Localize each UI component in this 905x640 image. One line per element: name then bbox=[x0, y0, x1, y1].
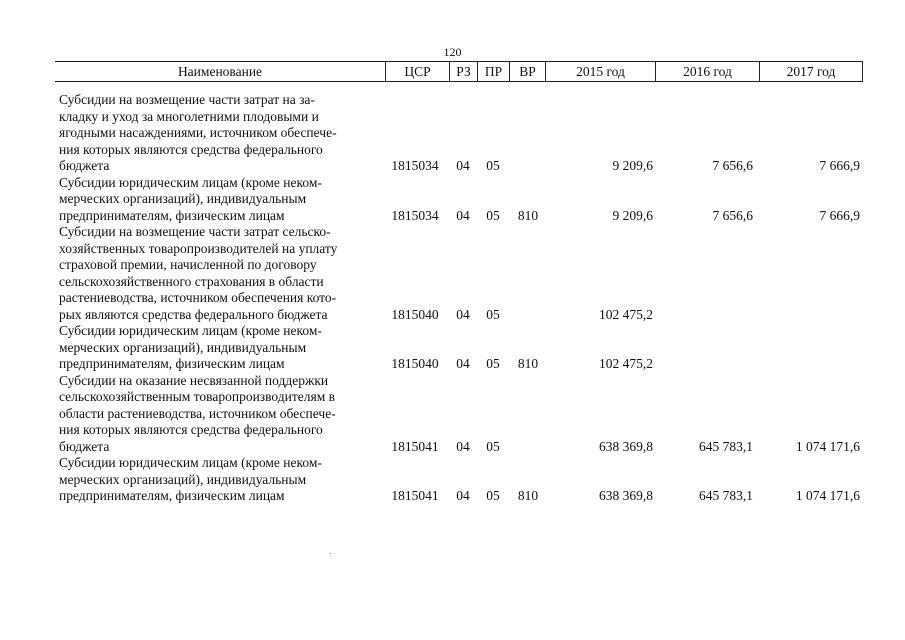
row-2016: 7 656,6 bbox=[712, 207, 753, 223]
row-name bbox=[55, 224, 364, 323]
row-pr: 05 bbox=[486, 306, 500, 322]
row-name-line: бюджета bbox=[59, 158, 110, 173]
table-row bbox=[55, 455, 863, 505]
row-name bbox=[55, 175, 364, 225]
row-2017: 1 074 171,6 bbox=[795, 488, 860, 503]
row-name-line: Субсидии на возмещение части затрат сельско- bbox=[59, 224, 331, 239]
row-2017: 7 666,9 bbox=[819, 158, 860, 173]
row-name-line: мерческих организаций), индивидуальным bbox=[59, 339, 307, 355]
row-rz: 04 bbox=[456, 488, 470, 503]
row-vr: 810 bbox=[517, 207, 539, 223]
row-2016: 645 783,1 bbox=[699, 488, 753, 503]
page-number: 120 bbox=[443, 45, 462, 59]
table-row bbox=[55, 373, 863, 456]
row-2016: 7 656,6 bbox=[712, 158, 753, 173]
table-row bbox=[55, 224, 863, 323]
row-name-line: мерческих организаций), индивидуальным bbox=[59, 471, 307, 487]
row-name-line: ния которых являются средства федерального bbox=[59, 141, 323, 157]
scan-speck bbox=[330, 553, 331, 554]
row-2017: 1 074 171,6 bbox=[795, 438, 860, 454]
row-name bbox=[55, 373, 364, 456]
row-name bbox=[55, 92, 364, 175]
row-2015: 102 475,2 bbox=[599, 306, 653, 322]
row-name-line: предпринимателям, физическим лицам bbox=[59, 356, 285, 371]
row-csr: 1815041 bbox=[391, 438, 439, 454]
row-name-line: Субсидии на возмещение части затрат на за- bbox=[59, 92, 315, 107]
row-csr: 1815034 bbox=[391, 207, 439, 223]
header-name: Наименование bbox=[177, 64, 263, 79]
row-2015: 9 209,6 bbox=[612, 207, 653, 223]
row-pr: 05 bbox=[486, 356, 500, 371]
table-header bbox=[55, 61, 863, 82]
row-2015: 638 369,8 bbox=[599, 488, 653, 503]
row-csr: 1815040 bbox=[391, 356, 439, 371]
row-rz: 04 bbox=[456, 306, 470, 322]
row-name-line: Субсидии на оказание несвязанной поддержки bbox=[59, 372, 329, 388]
row-name-line: Субсидии юридическим лицам (кроме неком- bbox=[59, 174, 322, 190]
row-pr: 05 bbox=[486, 207, 500, 223]
row-name bbox=[55, 323, 364, 373]
header-2015: 2015 год bbox=[545, 62, 655, 81]
row-name-line: рых являются средства федерального бюджета bbox=[59, 306, 328, 322]
row-rz: 04 bbox=[456, 356, 470, 371]
row-name-line: сельскохозяйственным товаропроизводителям в bbox=[59, 389, 335, 404]
row-rz: 04 bbox=[456, 438, 470, 454]
row-pr: 05 bbox=[486, 158, 500, 173]
row-name-line: Субсидии юридическим лицам (кроме неком- bbox=[59, 323, 322, 338]
row-2015: 9 209,6 bbox=[612, 158, 653, 173]
row-pr: 05 bbox=[486, 438, 500, 454]
row-rz: 04 bbox=[456, 207, 470, 223]
row-2017: 7 666,9 bbox=[819, 207, 860, 223]
row-csr: 1815034 bbox=[391, 158, 439, 173]
row-name-line: растениеводства, источником обеспечения кото- bbox=[59, 290, 337, 305]
row-name-line: Субсидии юридическим лицам (кроме неком- bbox=[59, 455, 322, 470]
row-name-line: страховой премии, начисленной по договору bbox=[59, 257, 317, 272]
row-name-line: ния которых являются средства федерального bbox=[59, 422, 323, 437]
header-rz: РЗ bbox=[449, 62, 477, 81]
table-body bbox=[55, 92, 863, 505]
row-csr: 1815040 bbox=[391, 306, 439, 322]
row-rz: 04 bbox=[456, 158, 470, 173]
header-pr: ПР bbox=[477, 62, 509, 81]
row-2016: 645 783,1 bbox=[699, 438, 753, 454]
row-name-line: кладку и уход за многолетними плодовыми и bbox=[59, 108, 319, 124]
row-2015: 102 475,2 bbox=[599, 356, 653, 371]
row-name-line: хозяйственных товаропроизводителей на уплату bbox=[59, 240, 338, 256]
table-row bbox=[55, 175, 863, 225]
row-vr: 810 bbox=[517, 488, 539, 503]
row-vr: 810 bbox=[517, 356, 539, 371]
row-name-line: предпринимателям, физическим лицам bbox=[59, 207, 285, 223]
header-2016: 2016 год bbox=[655, 62, 759, 81]
row-name-line: области растениеводства, источником обеспече- bbox=[59, 405, 336, 421]
table-row bbox=[55, 92, 863, 175]
row-csr: 1815041 bbox=[391, 488, 439, 503]
header-vr: ВР bbox=[509, 62, 545, 81]
row-name-line: ягодными насаждениями, источником обеспече- bbox=[59, 125, 337, 140]
row-name-line: бюджета bbox=[59, 438, 110, 454]
row-name-line: предпринимателям, физическим лицам bbox=[59, 488, 285, 503]
table-row bbox=[55, 323, 863, 373]
row-pr: 05 bbox=[486, 488, 500, 503]
header-2017: 2017 год bbox=[759, 62, 863, 81]
row-name-line: мерческих организаций), индивидуальным bbox=[59, 191, 307, 206]
row-2015: 638 369,8 bbox=[599, 438, 653, 454]
row-name bbox=[55, 455, 364, 505]
header-csr: ЦСР bbox=[385, 62, 449, 81]
row-name-line: сельскохозяйственного страхования в области bbox=[59, 273, 324, 289]
